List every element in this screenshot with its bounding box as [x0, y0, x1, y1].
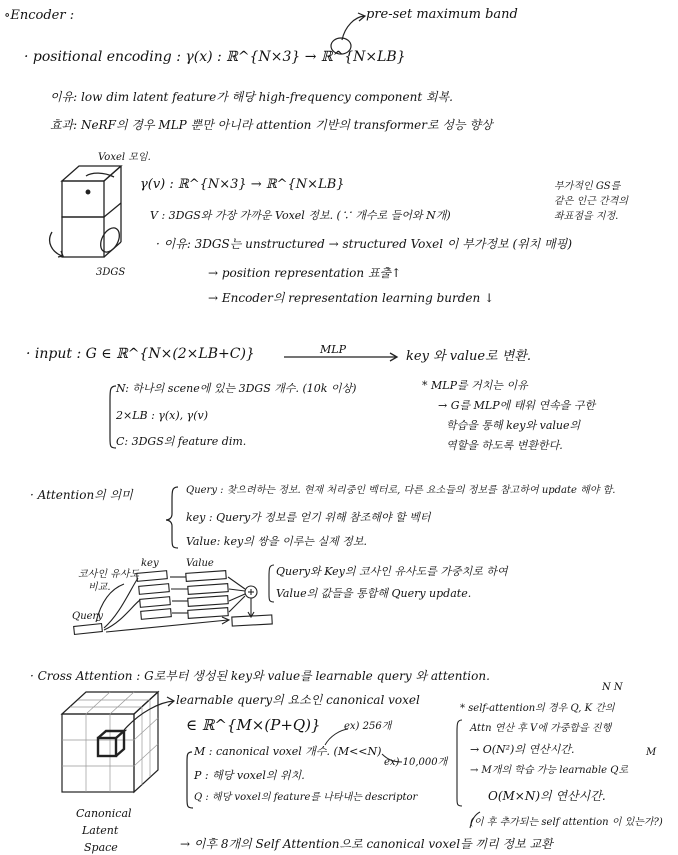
mpq-bracket	[187, 752, 193, 808]
pe-reason: 이유: low dim latent feature가 해당 high-frequency component 회복.	[50, 90, 453, 104]
c-definition: C: 3DGS의 feature dim.	[116, 435, 247, 448]
arrow-encoder-burden: → Encoder의 representation learning burden ↓	[208, 291, 495, 305]
diagram-text-2: Value의 값들을 통합해 Query update.	[276, 587, 472, 600]
voxel-cube-drawing	[50, 166, 124, 257]
key-definition: key : Query가 정보를 얻기 위해 참조해야 할 벡터	[186, 511, 431, 524]
encoder-heading: ∘Encoder :	[4, 8, 75, 23]
attention-title: · Attention의 의미	[30, 488, 133, 502]
cross-attention-title: · Cross Attention : G로부터 생성된 key와 value를 learnable query 와 attention.	[30, 669, 490, 683]
self-attn-note-5: O(M×N)의 연산시간.	[488, 789, 606, 803]
self-attn-note-1: * self-attention의 경우 Q, K 간의	[460, 703, 615, 714]
query-space: ∈ ℝ^{M×(P+Q)}	[186, 716, 321, 734]
m-definition: M : canonical voxel 개수. (M<<N)	[194, 745, 382, 758]
n-definition: N: 하나의 scene에 있는 3DGS 개수. (10k 이상)	[116, 382, 357, 395]
reason-unstructured: · 이유: 3DGS는 unstructured → structured Voxel 이 부가정보 (위치 매핑)	[156, 237, 573, 251]
canonical-cube-drawing	[62, 692, 174, 792]
to-key-value: key 와 value로 변환.	[406, 349, 531, 364]
side-note-2: 같은 인근 간격의	[554, 196, 628, 207]
self-attn-note-4: → M개의 학습 가능 learnable Q로	[470, 765, 629, 776]
diagram-text-1: Query와 Key의 코사인 유사도를 가중치로 하여	[276, 565, 508, 578]
query-definition: Query : 찾으려하는 정보. 현재 처리중인 벡터로, 다른 요소들의 정보를 참고하여 update 해야 함.	[186, 485, 616, 496]
input-line: · input : G ∈ ℝ^{N×(2×LB+C)}	[26, 346, 255, 362]
positional-encoding-line: · positional encoding : γ(x) : ℝ^{N×3} → ℝ^{N×LB}	[24, 49, 406, 65]
mlp-note-title: * MLP를 거치는 이유	[422, 379, 528, 392]
latent-label-1: Canonical	[76, 807, 132, 820]
arrow-position-representation: → position representation 표출↑	[208, 266, 402, 280]
pe-annotation: pre-set maximum band	[366, 7, 518, 22]
mlp-note-2: 학습을 통해 key와 value의	[446, 419, 581, 432]
self-attn-note-3: → O(N²)의 연산시간.	[470, 743, 575, 756]
m-superscript: M	[646, 747, 657, 758]
diagram-compare-1: 코사인 유사도	[78, 569, 140, 580]
p-definition: P : 해당 voxel의 위치.	[194, 769, 305, 782]
nn-label: N N	[602, 682, 623, 693]
canonical-voxel-line: learnable query의 요소인 canonical voxel	[176, 693, 420, 707]
attention-brace	[166, 487, 178, 548]
lb-definition: 2×LB : γ(x), γ(v)	[116, 409, 209, 422]
gamma-v-line: γ(v) : ℝ^{N×3} → ℝ^{N×LB}	[140, 177, 345, 192]
self-attn-note-2: Attn 연산 후 V에 가중합을 진행	[470, 723, 612, 734]
label-3dgs: 3DGS	[96, 267, 126, 278]
diagram-value-label: Value	[186, 558, 214, 569]
voxel-label: Voxel 모임.	[98, 152, 151, 163]
mlp-note-1: → G를 MLP에 태워 연속을 구한	[438, 399, 596, 412]
example-10k: ex) 10,000개	[384, 757, 448, 768]
mlp-note-3: 역할을 하도록 변환한다.	[446, 439, 563, 452]
latent-label-3: Space	[84, 841, 118, 854]
pe-effect: 효과: NeRF의 경우 MLP 뿐만 아니라 attention 기반의 transformer로 성능 향상	[50, 118, 493, 132]
q-definition: Q : 해당 voxel의 feature를 나타내는 descriptor	[194, 792, 418, 803]
diagram-query-label: Query	[72, 611, 103, 622]
bottom-question: (이 후 추가되는 self attention 이 있는가?)	[470, 817, 663, 828]
value-definition: Value: key의 쌍을 이루는 실제 정보.	[186, 535, 367, 548]
mlp-label: MLP	[320, 343, 346, 356]
v-definition: V : 3DGS와 가장 가까운 Voxel 정보. (∵ 개수로 들어와 N개)	[150, 209, 451, 222]
side-note-3: 좌표점을 지정.	[554, 211, 619, 222]
latent-label-2: Latent	[82, 824, 119, 837]
example-256: ex) 256개	[344, 721, 392, 732]
diagram-compare-2: 비교.	[88, 582, 111, 593]
side-note-1: 부가적인 GS를	[554, 181, 621, 192]
diagram-key-label: key	[141, 558, 159, 569]
final-line: → 이후 8개의 Self Attention으로 canonical voxel들 끼리 정보 교환	[180, 837, 553, 851]
